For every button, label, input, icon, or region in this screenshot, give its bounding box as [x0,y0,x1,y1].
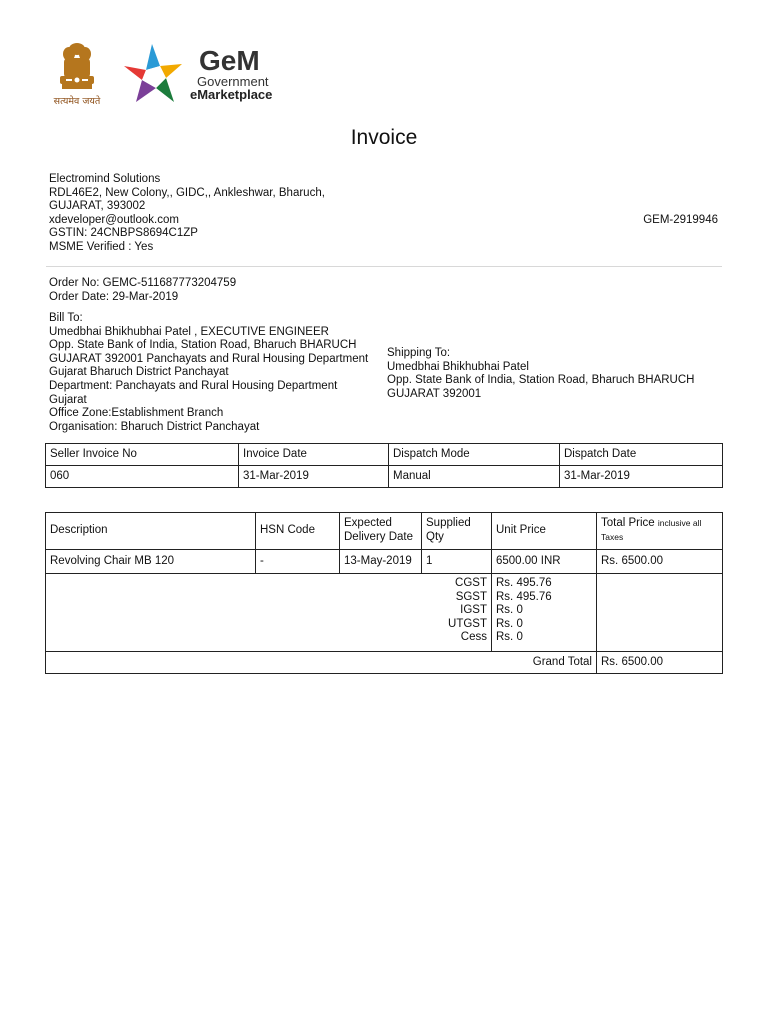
table-header-cell: Dispatch Date [560,444,723,466]
table-cell: 060 [46,466,239,488]
item-unit-price: 6500.00 INR [492,550,597,574]
gem-invoice-id: GEM-2919946 [643,214,718,226]
tax-labels [46,574,492,652]
grand-total-row [46,652,723,674]
unit-price-header: Unit Price [492,513,597,550]
table-header-cell: Seller Invoice No [46,444,239,466]
bill-to-line: Office Zone:Establishment Branch [49,407,224,420]
description-header: Description [46,513,256,550]
seller-address-line2: GUJARAT, 393002 [49,200,146,213]
items-table [45,512,723,674]
tax-value: Rs. 0 [496,617,523,630]
shipping-to-line: GUJARAT 392001 [387,387,482,400]
header-note: inclusive all [657,518,702,529]
tax-label: UTGST [448,617,487,630]
seller-name: Electromind Solutions [49,173,161,185]
shipping-to-line: Opp. State Bank of India, Station Road, Bharuch BHARUCH [387,374,695,387]
shipping-to-heading: Shipping To: [387,347,451,359]
bill-to-block [49,312,368,434]
tax-value: Rs. 495.76 [496,577,552,589]
document-title: Invoice [350,126,418,149]
item-quantity: 1 [422,550,492,574]
order-number: Order No: GEMC-511687773204759 [49,277,237,289]
gem-government-text: Government [197,74,269,89]
gem-brand-text: GeM [199,45,260,76]
table-row [46,550,723,574]
table-cell: Manual [389,466,560,488]
gem-star-icon [122,42,292,106]
header-note: Taxes [601,532,624,542]
supplied-qty-header [422,513,492,550]
item-total-price: Rs. 6500.00 [597,550,723,574]
order-info [49,277,236,304]
bill-to-line: Department: Panchayats and Rural Housing Department [49,379,338,392]
table-header-row [46,513,723,550]
seller-block [49,173,325,255]
national-emblem-logo [46,40,108,110]
shipping-to-line: Umedbhai Bhikhubhai Patel [387,360,529,373]
divider [46,266,722,267]
grand-total-label: Grand Total [46,652,597,674]
header-line: Expected [344,517,392,530]
seller-address-line1: RDL46E2, New Colony,, GIDC,, Ankleshwar, Bharuch, [49,186,325,199]
tax-values [492,574,597,652]
bill-to-heading: Bill To: [49,312,83,324]
table-cell: 31-Mar-2019 [239,466,389,488]
order-date: Order Date: 29-Mar-2019 [49,290,179,303]
tax-value: Rs. 0 [496,604,523,617]
gem-logo [122,42,292,106]
emblem-motto: सत्यमेव जयते [53,96,101,107]
item-delivery-date: 13-May-2019 [340,550,422,574]
empty-cell [597,574,723,652]
seller-gstin: GSTIN: 24CNBPS8694C1ZP [49,227,198,240]
seller-email: xdeveloper@outlook.com [49,213,179,226]
bill-to-line: Opp. State Bank of India, Station Road, Bharuch BHARUCH [49,339,357,352]
tax-row [46,574,723,652]
seller-msme-status: MSME Verified : Yes [49,240,154,253]
tax-label: IGST [460,604,487,617]
header-line: Total Price [601,517,655,530]
dispatch-table [45,443,723,488]
bill-to-line: Gujarat [49,393,87,406]
grand-total-value: Rs. 6500.00 [597,652,723,674]
header-line: Qty [426,531,444,543]
table-header-row [46,444,723,466]
hsn-code-header: HSN Code [256,513,340,550]
tax-value: Rs. 0 [496,631,523,644]
ashoka-emblem-icon [46,40,108,110]
table-cell: 31-Mar-2019 [560,466,723,488]
tax-label: Cess [460,631,487,644]
expected-delivery-header [340,513,422,550]
bill-to-line: Umedbhai Bhikhubhai Patel , EXECUTIVE ENGINEER [49,325,329,338]
header-line: Delivery Date [344,531,414,543]
item-hsn-code: - [256,550,340,574]
table-row [46,466,723,488]
tax-label: CGST [455,577,487,589]
bill-to-line: GUJARAT 392001 Panchayats and Rural Housing Department [49,352,369,365]
tax-value: Rs. 495.76 [496,590,552,603]
bill-to-line: Gujarat Bharuch District Panchayat [49,366,229,379]
header-line: Supplied [426,517,471,530]
bill-to-line: Organisation: Bharuch District Panchayat [49,420,260,433]
tax-label: SGST [455,590,487,603]
gem-emarketplace-text: eMarketplace [190,87,273,102]
table-header-cell: Dispatch Mode [389,444,560,466]
table-header-cell: Invoice Date [239,444,389,466]
item-description: Revolving Chair MB 120 [46,550,256,574]
shipping-to-block [387,347,694,401]
total-price-header [597,513,723,550]
